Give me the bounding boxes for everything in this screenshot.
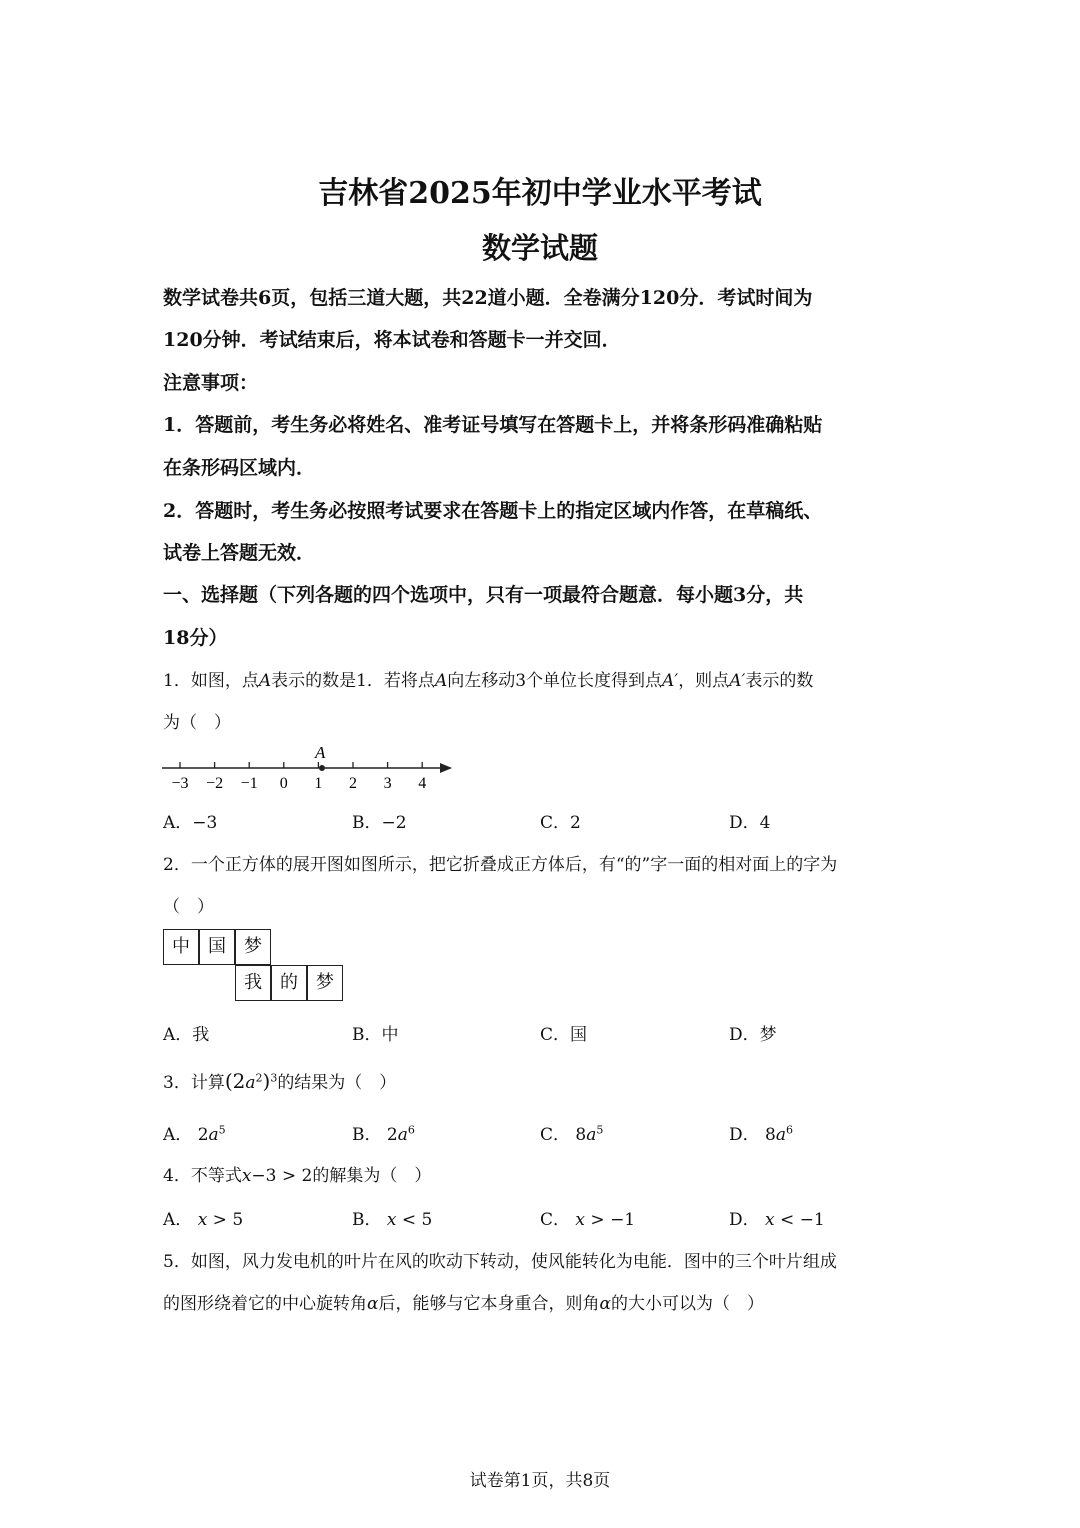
q3-option-b[interactable]: B． $2a^6$: [352, 1123, 415, 1145]
q2-option-b[interactable]: B．中: [352, 1025, 399, 1045]
number-line-tick-label: −2: [206, 775, 224, 792]
number-line-tick-label: −3: [171, 775, 189, 792]
exam-subtitle: 数学试题: [481, 231, 598, 265]
q1-option-b[interactable]: B．−2: [352, 813, 407, 833]
note-2-line-2: 试卷上答题无效．: [163, 542, 316, 564]
q4-option-a[interactable]: A． x > 5: [163, 1210, 244, 1230]
number-line-ticks: [171, 762, 426, 792]
intro-line-1: 数学试卷共6页，包括三道大题，共22道小题．全卷满分120分．考试时间为: [163, 287, 813, 309]
point-a-label: A: [315, 743, 326, 762]
exam-title: 吉林省2025年初中学业水平考试: [318, 176, 762, 211]
page-footer: 试卷第1页，共8页: [469, 1471, 611, 1491]
number-line-figure: [160, 738, 460, 798]
q2-option-a[interactable]: A．我: [163, 1025, 210, 1045]
q1-stem-line-2: 为（ ）: [163, 713, 231, 733]
number-line-tick-label: 1: [314, 775, 323, 792]
point-a-dot: [319, 765, 325, 771]
q1-option-a[interactable]: A．−3: [163, 813, 218, 833]
number-line-tick-label: 0: [279, 775, 288, 792]
q4-option-d[interactable]: D． x < −1: [729, 1210, 825, 1230]
q4-option-c[interactable]: C． x > −1: [540, 1210, 636, 1230]
note-1-line-1: 1．答题前，考生务必将姓名、准考证号填写在答题卡上，并将条形码准确粘贴: [163, 414, 823, 436]
q1-stem-line-1: 1．如图，点A表示的数是1．若将点A向左移动3个单位长度得到点A′，则点A′表示的数: [163, 671, 814, 691]
net-cell: 我: [235, 965, 271, 1001]
net-cell: 梦: [307, 965, 343, 1001]
section-1-heading-line-1: 一、选择题（下列各题的四个选项中，只有一项最符合题意．每小题3分，共: [163, 584, 804, 606]
q3-option-d[interactable]: D． $8a^6$: [729, 1123, 794, 1145]
section-1-heading-line-2: 18分）: [163, 627, 228, 649]
notice-heading: 注意事项：: [163, 372, 259, 394]
q5-stem-line-1: 5．如图，风力发电机的叶片在风的吹动下转动，使风能转化为电能．图中的三个叶片组成: [163, 1252, 837, 1272]
q2-stem-line-2: （ ）: [163, 897, 214, 917]
number-line-tick-label: 3: [383, 775, 392, 792]
q2-stem-line-1: 2．一个正方体的展开图如图所示，把它折叠成正方体后，有“的”字一面的相对面上的字为: [163, 855, 838, 875]
intro-line-2: 120分钟．考试结束后，将本试卷和答题卡一并交回．: [163, 329, 621, 351]
q4-option-b[interactable]: B． x < 5: [352, 1210, 433, 1230]
net-cell: 的: [271, 965, 307, 1001]
number-line-tick-label: 2: [349, 775, 357, 792]
q3-option-a[interactable]: A． $2a^5$: [163, 1123, 226, 1145]
q2-option-d[interactable]: D．梦: [729, 1025, 777, 1045]
note-2-line-1: 2．答题时，考生务必按照考试要求在答题卡上的指定区域内作答，在草稿纸、: [163, 500, 823, 522]
q3-option-c[interactable]: C． $8a^5$: [540, 1123, 604, 1145]
net-cell: 中: [163, 929, 199, 965]
note-1-line-2: 在条形码区域内．: [163, 457, 316, 479]
net-cell: 梦: [235, 929, 271, 965]
q2-option-c[interactable]: C．国: [540, 1025, 588, 1045]
number-line-tick-label: −1: [240, 775, 258, 792]
q5-stem-line-2: 的图形绕着它的中心旋转角α后，能够与它本身重合，则角α的大小可以为（ ）: [163, 1294, 764, 1314]
net-cell: 国: [199, 929, 235, 965]
q1-option-d[interactable]: D．4: [729, 813, 771, 833]
number-line-arrow: [440, 763, 452, 773]
q3-stem: 3．计算$(2a^2)^3$的结果为（ ）: [163, 1069, 397, 1093]
cube-net-figure: [163, 929, 363, 1004]
q4-stem: 4．不等式x−3 > 2的解集为（ ）: [163, 1166, 432, 1186]
number-line-tick-label: 4: [418, 775, 427, 792]
q1-option-c[interactable]: C．2: [540, 813, 581, 833]
